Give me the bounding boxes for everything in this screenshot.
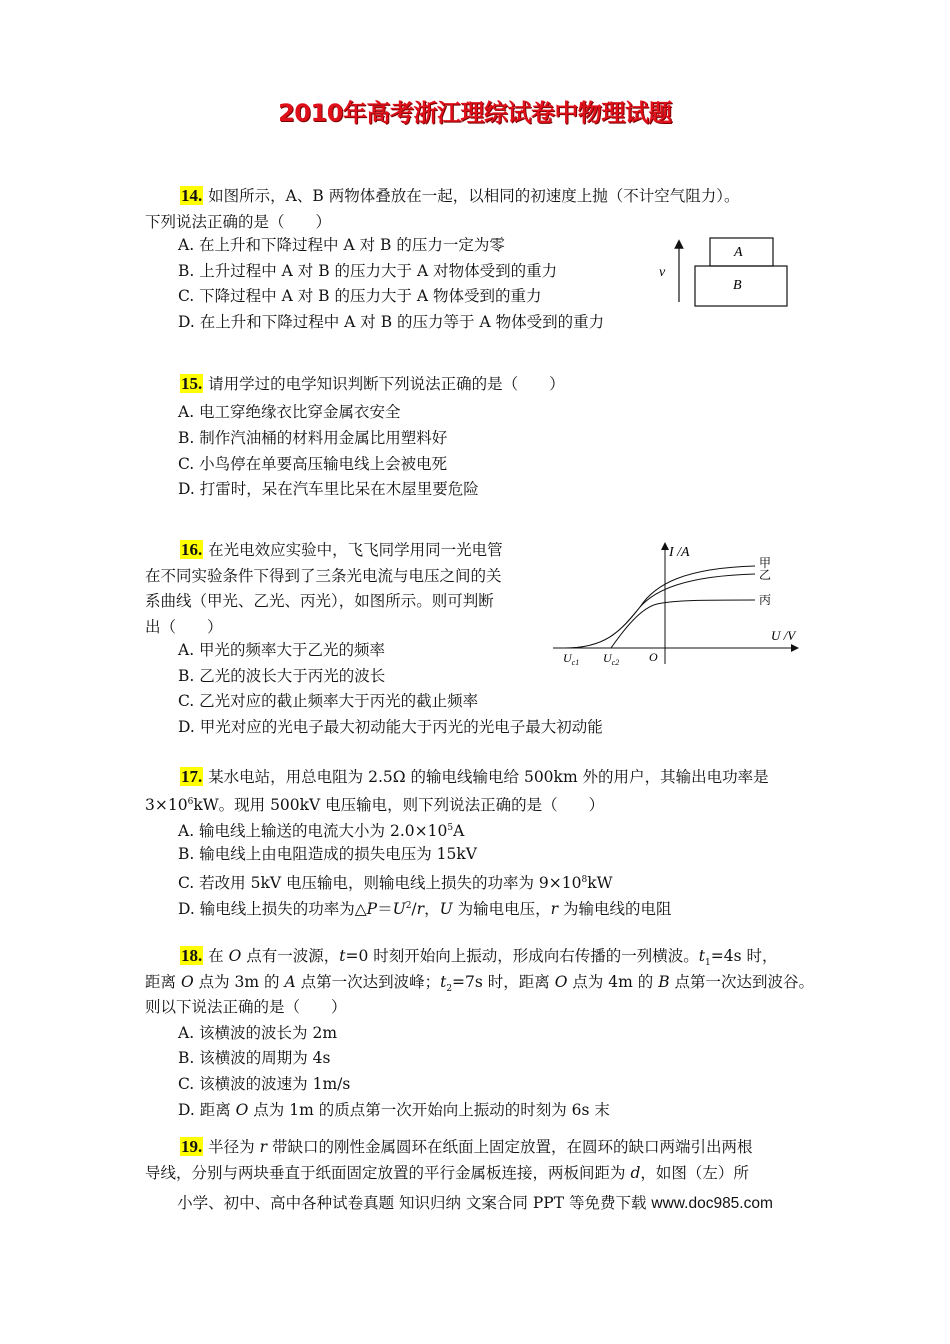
label-uc1: $U_{c1}$ (563, 651, 580, 667)
q16-option-b: B. 乙光的波长大于丙光的波长 (178, 667, 386, 685)
q18-option-a: A. 该横波的波长为 2m (178, 1024, 338, 1042)
q16-number: 16. (181, 540, 203, 559)
q14-option-c: C. 下降过程中 A 对 B 的压力大于 A 物体受到的重力 (178, 287, 542, 305)
q16-stem-line3: 系曲线（甲光、乙光、丙光），如图所示。则可判断 (145, 592, 494, 610)
q19-stem-line2: 导线，分别与两块垂直于纸面固定放置的平行金属板连接，两板间距为 d，如图（左）所 (145, 1164, 749, 1182)
q15-stem: 15. 请用学过的电学知识判断下列说法正确的是（ ） (181, 374, 565, 393)
q14-figure (650, 230, 800, 312)
q18-stem-line1: 18. 在 O 点有一波源，t=0 时刻开始向上振动，形成向右传播的一列横波。$t_1=4s$ 时， (181, 946, 778, 969)
q17-number: 17. (181, 767, 203, 786)
label-jia: 甲 (759, 556, 772, 570)
q16-stem-line1: 16. 在光电效应实验中，飞飞同学用同一光电管 (181, 540, 503, 559)
curve-yi (565, 574, 755, 648)
footer-url[interactable]: www.doc985.com (651, 1195, 773, 1212)
q17-option-c: C. 若改用 5kV 电压输电，则输电线上损失的功率为 $9\times 10^8kW$ (178, 874, 613, 893)
label-uc2: $U_{c2}$ (603, 651, 620, 667)
label-bing: 丙 (759, 593, 772, 607)
q16-option-a: A. 甲光的频率大于乙光的频率 (178, 641, 386, 659)
q15-number: 15. (181, 374, 203, 393)
block-a-label: A (734, 245, 743, 260)
q18-option-b: B. 该横波的周期为 4s (178, 1049, 331, 1067)
q18-option-c: C. 该横波的波速为 1m/s (178, 1075, 351, 1093)
page-title: 2010年高考浙江理综试卷中物理试题 (278, 99, 672, 127)
q14-option-d: D. 在上升和下降过程中 A 对 B 的压力等于 A 物体受到的重力 (178, 313, 605, 331)
q14-stem-line1: 14. 如图所示，A、B 两物体叠放在一起，以相同的初速度上抛（不计空气阻力）。 (181, 186, 740, 205)
q17-option-a: A. 输电线上输送的电流大小为 $2.0\times 10^5A$ (178, 822, 465, 841)
q18-stem-line2: 距离 O 点为 3m 的 A 点第一次达到波峰；$t_2=7s$ 时，距离 O 点为 4m 的 B 点第一次达到波谷。 (145, 973, 815, 995)
q14-stem-line2: 下列说法正确的是（ ） (145, 213, 332, 231)
q14-number: 14. (181, 186, 203, 205)
curve-jia (565, 566, 755, 648)
q18-stem-line3: 则以下说法正确的是（ ） (145, 998, 347, 1016)
q17-stem-line1: 17. 某水电站，用总电阻为 2.5Ω 的输电线输电给 500km 外的用户，其输出电功率是 (181, 767, 769, 786)
q17-stem-line2: $3\times 10^6kW$。现用 500kV 电压输电，则下列说法正确的是（ ） (145, 796, 605, 815)
q17-option-d: D. 输电线上损失的功率为$\triangle P=U^2/r$，U 为输电电压，r 为输电线的电阻 (178, 900, 672, 919)
velocity-label: v (659, 265, 666, 280)
curve-bing (611, 600, 755, 648)
q19-number: 19. (181, 1137, 203, 1156)
q16-stem-line4: 出（ ） (145, 618, 223, 636)
q16-option-d: D. 甲光对应的光电子最大初动能大于丙光的光电子最大初动能 (178, 718, 603, 736)
label-yi: 乙 (759, 568, 772, 582)
q16-option-c: C. 乙光对应的截止频率大于丙光的截止频率 (178, 692, 479, 710)
q18-option-d: D. 距离 O 点为 1m 的质点第一次开始向上振动的时刻为 6s 末 (178, 1101, 610, 1119)
q15-option-a: A. 电工穿绝缘衣比穿金属衣安全 (178, 403, 401, 421)
q18-number: 18. (181, 946, 203, 965)
q19-stem-line1: 19. 半径为 r 带缺口的刚性金属圆环在纸面上固定放置，在圆环的缺口两端引出两根 (181, 1137, 753, 1156)
graph-ylabel: I /A (669, 545, 690, 560)
label-origin: O (649, 650, 658, 664)
block-b-label: B (733, 278, 742, 293)
q15-option-d: D. 打雷时，呆在汽车里比呆在木屋里要危险 (178, 480, 479, 498)
q14-option-b: B. 上升过程中 A 对 B 的压力大于 A 对物体受到的重力 (178, 262, 558, 280)
q16-stem-line2: 在不同实验条件下得到了三条光电流与电压之间的关 (145, 567, 502, 585)
graph-xlabel: U /V (771, 628, 796, 643)
q16-photoelectric-graph (545, 532, 805, 668)
page-footer: 小学、初中、高中各种试卷真题 知识归纳 文案合同 PPT 等免费下载 www.doc985.com (177, 1194, 773, 1212)
q14-option-a: A. 在上升和下降过程中 A 对 B 的压力一定为零 (178, 236, 505, 254)
q17-option-b: B. 输电线上由电阻造成的损失电压为 15kV (178, 845, 477, 863)
q15-option-b: B. 制作汽油桶的材料用金属比用塑料好 (178, 429, 448, 447)
q15-option-c: C. 小鸟停在单要高压输电线上会被电死 (178, 455, 448, 473)
